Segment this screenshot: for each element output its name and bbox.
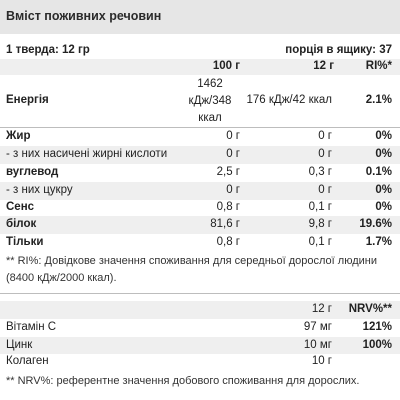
value-ri: 0% — [375, 201, 392, 213]
energy-label: Енергія — [6, 94, 49, 106]
energy-12g: 176 кДж/42 ккал — [246, 94, 332, 106]
nutrient-label: - з них цукру — [6, 184, 73, 196]
nutrient-label: Жир — [6, 130, 31, 142]
value-ri: 1.7% — [365, 236, 392, 248]
nutrient-label: Тільки — [6, 236, 44, 248]
energy-ri: 2.1% — [365, 94, 392, 106]
vitamin-12g: 97 мг — [303, 321, 332, 333]
vitamins-header-12g: 12 г — [311, 303, 332, 315]
table-row — [0, 199, 400, 217]
nrv-footnote: ** NRV%: референтне значення добового споживання для дорослих. — [6, 375, 360, 387]
header-100g: 100 г — [212, 60, 240, 72]
value-100g: 0 г — [226, 130, 240, 142]
vitamin-label: Цинк — [6, 339, 33, 351]
vitamin-12g: 10 г — [311, 355, 332, 367]
value-12g: 0,1 г — [308, 236, 332, 248]
value-12g: 0 г — [318, 148, 332, 160]
column-header-row — [0, 59, 400, 75]
value-ri: 0% — [375, 130, 392, 142]
table-row — [0, 128, 400, 146]
table-title: Вміст поживних речовин — [0, 0, 400, 34]
nutrient-label: білок — [6, 218, 37, 230]
vitamin-nrv: 100% — [362, 339, 392, 351]
table-row — [0, 337, 400, 354]
vitamin-nrv: 121% — [362, 321, 392, 333]
value-12g: 0 г — [318, 130, 332, 142]
table-row — [0, 216, 400, 234]
value-12g: 0 г — [318, 184, 332, 196]
nutrient-label: - з них насичені жирні кислоти — [6, 148, 168, 160]
value-12g: 0,1 г — [308, 201, 332, 213]
value-100g: 2,5 г — [216, 166, 240, 178]
header-ri: RI%* — [365, 60, 392, 72]
vitamin-label: Колаген — [6, 355, 49, 367]
value-ri: 19.6% — [359, 218, 392, 230]
value-100g: 0 г — [226, 148, 240, 160]
table-row — [0, 234, 400, 252]
servings-per-box: порція в ящику: 37 — [285, 44, 392, 56]
value-ri: 0% — [375, 184, 392, 196]
vitamins-header-row — [0, 301, 400, 319]
header-12g: 12 г — [313, 60, 334, 72]
nutrient-label: Сенс — [6, 201, 35, 213]
table-row — [0, 353, 400, 370]
serving-row — [0, 41, 400, 59]
vitamin-label: Вітамін С — [6, 321, 57, 333]
value-100g: 81,6 г — [210, 218, 240, 230]
table-row — [0, 182, 400, 200]
energy-100g: 1462 кДж/348 ккал — [188, 78, 232, 124]
table-row — [0, 164, 400, 182]
table-row — [0, 146, 400, 164]
value-12g: 0,3 г — [308, 166, 332, 178]
value-100g: 0,8 г — [216, 201, 240, 213]
value-100g: 0,8 г — [216, 236, 240, 248]
divider — [0, 293, 400, 294]
value-12g: 9,8 г — [308, 218, 332, 230]
table-row — [0, 319, 400, 336]
value-ri: 0% — [375, 148, 392, 160]
vitamins-header-nrv: NRV%** — [348, 303, 392, 315]
nutrient-label: вуглевод — [6, 166, 59, 178]
value-100g: 0 г — [226, 184, 240, 196]
vitamin-12g: 10 мг — [303, 339, 332, 351]
ri-footnote: ** RI%: Довідкове значення споживання для середньої дорослої людини (8400 кДж/2000 ккал). — [6, 255, 377, 284]
energy-row — [0, 75, 400, 127]
serving-size: 1 тверда: 12 гр — [6, 44, 90, 56]
value-ri: 0.1% — [365, 166, 392, 178]
